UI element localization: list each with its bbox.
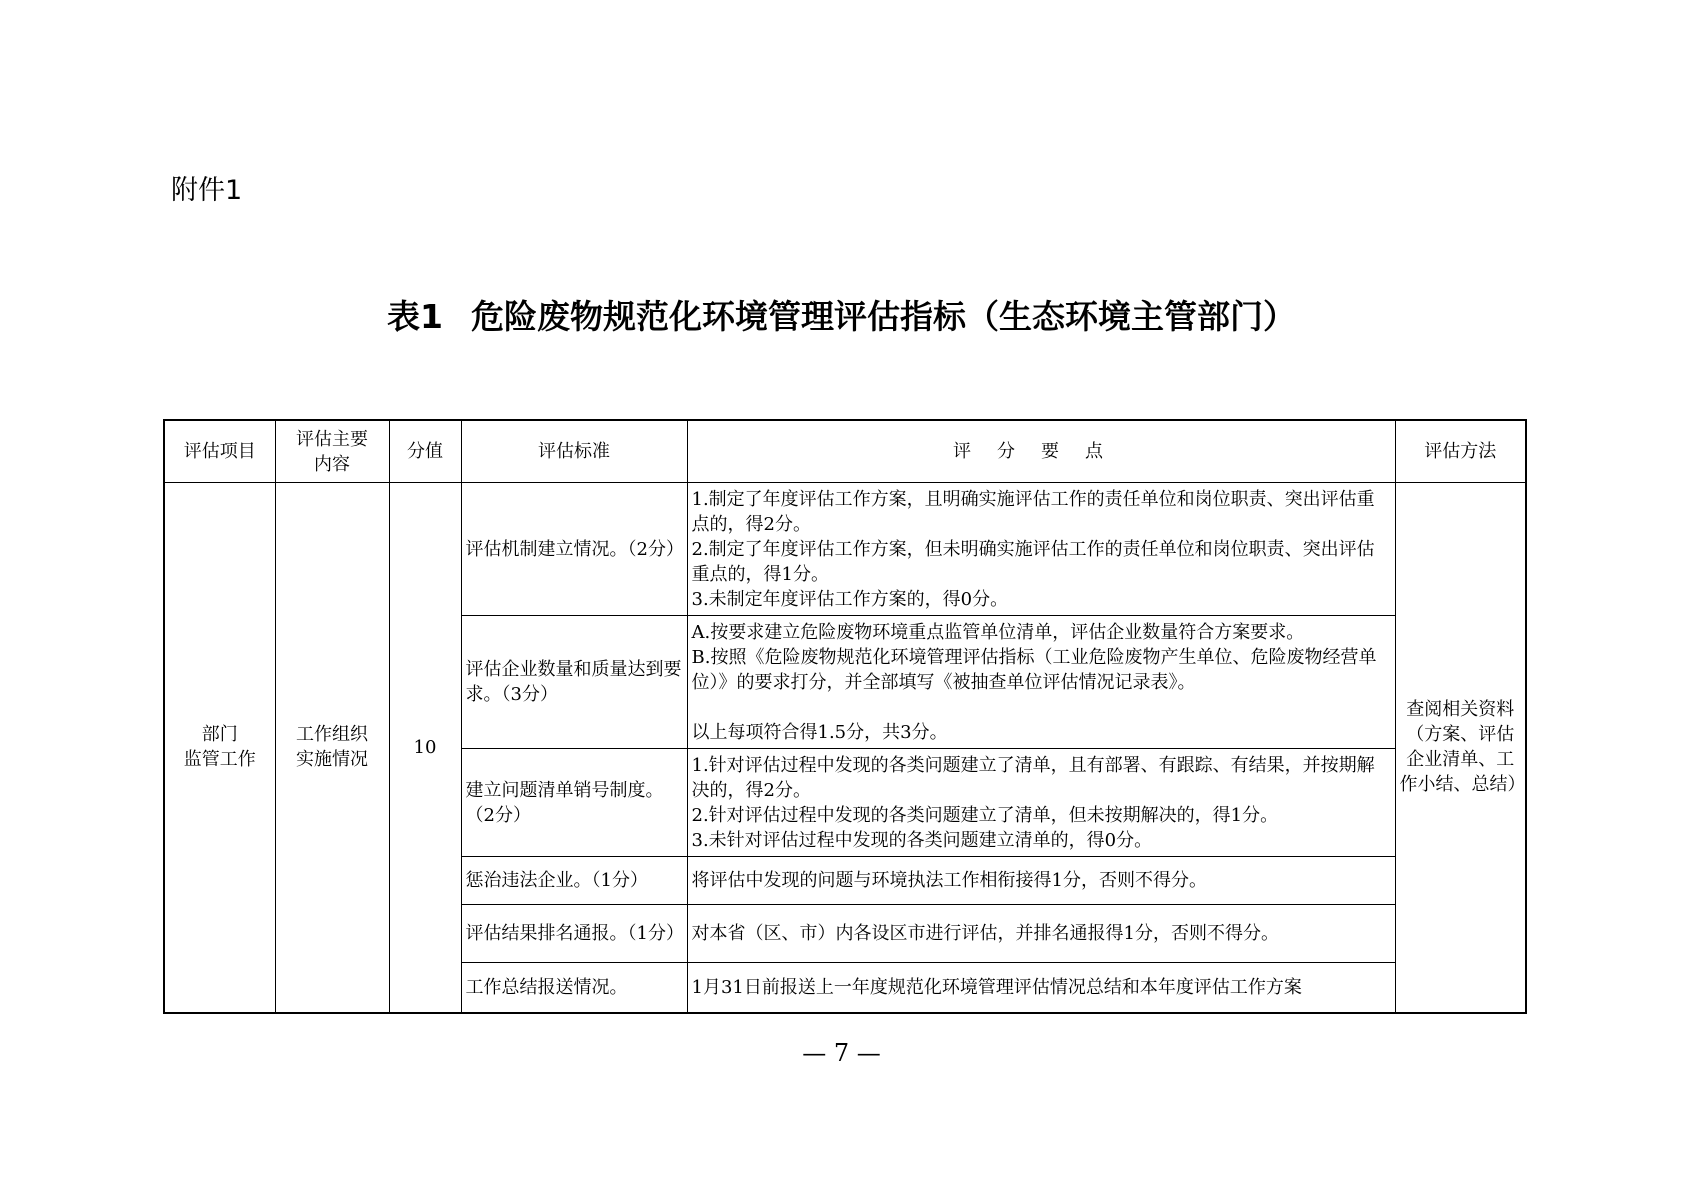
score-cell: 10 [389, 483, 461, 1013]
page-number: — 7 — [802, 1039, 881, 1067]
points-cell: 对本省（区、市）内各设区市进行评估，并排名通报得1分，否则不得分。 [687, 905, 1395, 963]
evaluation-table [163, 419, 1527, 1014]
criterion-cell: 工作总结报送情况。 [461, 963, 687, 1013]
points-cell: A.按要求建立危险废物环境重点监管单位清单，评估企业数量符合方案要求。 B.按照《危险废物规范化环境管理评估指标（工业危险废物产生单位、危险废物经营单位）》的要求打分，并全部填写《被抽查单位评估情况记录表》。 以上每项符合得1.5分，共3分。 [687, 616, 1395, 749]
content-cell: 工作组织 实施情况 [275, 483, 389, 1013]
points-cell: 1.制定了年度评估工作方案，且明确实施评估工作的责任单位和岗位职责、突出评估重点的，得2分。 2.制定了年度评估工作方案，但未明确实施评估工作的责任单位和岗位职责、突出评估重点的，得1分。 3.未制定年度评估工作方案的，得0分。 [687, 483, 1395, 616]
header-points: 评分要点 [687, 420, 1395, 483]
annex-label: 附件1 [171, 175, 243, 206]
header-row [164, 420, 1526, 483]
criterion-cell: 建立问题清单销号制度。（2分） [461, 749, 687, 857]
header-method: 评估方法 [1395, 420, 1526, 483]
criterion-cell: 评估企业数量和质量达到要求。（3分） [461, 616, 687, 749]
document-title [0, 295, 1683, 339]
points-cell: 1.针对评估过程中发现的各类问题建立了清单，且有部署、有跟踪、有结果，并按期解决的，得2分。 2.针对评估过程中发现的各类问题建立了清单，但未按期解决的，得1分。 3.未针对评估过程中发现的各类问题建立清单的，得0分。 [687, 749, 1395, 857]
title-text: 危险废物规范化环境管理评估指标（生态环境主管部门） [470, 297, 1296, 336]
criterion-cell: 评估机制建立情况。（2分） [461, 483, 687, 616]
header-criteria: 评估标准 [461, 420, 687, 483]
table-row [164, 483, 1526, 616]
method-cell: 查阅相关资料（方案、评估企业清单、工作小结、总结） [1395, 483, 1526, 1013]
item-cell: 部门 监管工作 [164, 483, 275, 1013]
table-number: 表1 [387, 297, 443, 336]
header-content: 评估主要 内容 [275, 420, 389, 483]
points-cell: 将评估中发现的问题与环境执法工作相衔接得1分，否则不得分。 [687, 857, 1395, 905]
header-item: 评估项目 [164, 420, 275, 483]
criterion-cell: 评估结果排名通报。（1分） [461, 905, 687, 963]
criterion-cell: 惩治违法企业。（1分） [461, 857, 687, 905]
header-score: 分值 [389, 420, 461, 483]
points-cell: 1月31日前报送上一年度规范化环境管理评估情况总结和本年度评估工作方案 [687, 963, 1395, 1013]
